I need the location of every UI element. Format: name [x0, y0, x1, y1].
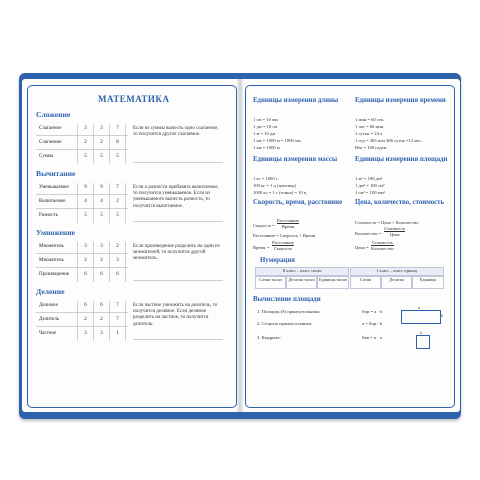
row-label: Частное — [39, 331, 57, 336]
row-value: 6 — [84, 272, 87, 277]
section-heading: Сложение — [36, 110, 71, 119]
column-divider — [125, 124, 126, 164]
rect-side-b: b — [441, 313, 444, 318]
row-divider — [36, 267, 128, 268]
time-line-3: 1 сутки = 24 ч — [355, 131, 383, 136]
row-divider — [36, 194, 128, 195]
section-heading: Деление — [36, 287, 65, 296]
column-divider — [77, 124, 78, 164]
row-label: Слагаемое — [39, 140, 62, 145]
row-value: 2 — [100, 317, 103, 322]
row-value: 6 — [100, 272, 103, 277]
row-divider — [36, 208, 128, 209]
mass-line-1: 1 кг = 1000 г — [253, 176, 278, 181]
row-value: 5 — [116, 154, 119, 159]
section-heading: Умножение — [36, 228, 76, 237]
section-heading: Вычитание — [36, 169, 76, 178]
row-divider — [36, 135, 128, 136]
row-label: Разность — [39, 213, 58, 218]
row-value: 6 — [84, 303, 87, 308]
time-line-4: 1 год = 365 или 366 суток =12 мес. — [355, 138, 423, 143]
speed-fraction: Расстояние Время — [277, 218, 299, 230]
area-item-2-formula: a = Sпр : b — [362, 321, 383, 326]
col-hundreds: Сотни — [350, 276, 381, 289]
area-line-2: 1 дм² = 100 см² — [355, 183, 385, 188]
row-value: 6 — [116, 272, 119, 277]
class-units: I класс – класс единиц — [350, 267, 444, 276]
row-value: 5 — [84, 154, 87, 159]
row-divider — [36, 149, 128, 150]
mass-line-3: 1000 кг = 1 т (тонна) = 10 ц — [253, 190, 307, 195]
class-thousands: II класс – класс тысяч — [255, 267, 349, 276]
rule-description: Если из суммы вычесть одно слагаемое, то получится другое слагаемое. — [133, 126, 219, 138]
column-divider — [125, 183, 126, 223]
row-value: 1 — [116, 331, 119, 336]
column-divider — [125, 301, 126, 341]
length-line-5: 1 км = 1000 м — [253, 145, 280, 150]
row-value: 2 — [116, 244, 119, 249]
row-value: 4 — [84, 199, 87, 204]
row-value: 4 — [100, 199, 103, 204]
row-label: Произведение — [39, 272, 70, 277]
numeration-heading: Нумерация — [260, 257, 295, 264]
row-value: 7 — [116, 185, 119, 190]
row-divider — [36, 326, 128, 327]
row-value: 8 — [116, 140, 119, 145]
time-heading: Единицы измерения времени — [355, 97, 446, 104]
cost-formula: Стоимость = Цена × Количество — [355, 220, 419, 225]
column-divider — [109, 242, 110, 282]
column-divider — [77, 183, 78, 223]
column-divider — [77, 242, 78, 282]
area-units-heading: Единицы измерения площади — [355, 156, 448, 163]
row-value: 3 — [84, 126, 87, 131]
speed-heading: Скорость, время, расстояние — [253, 199, 343, 206]
row-label: Уменьшаемое — [39, 185, 69, 190]
column-divider — [93, 124, 94, 164]
description-underline — [133, 221, 223, 222]
price-label: Цена — [355, 245, 365, 250]
row-value: 2 — [84, 140, 87, 145]
description-underline — [133, 162, 223, 163]
description-underline — [133, 339, 223, 340]
time-label: Время — [253, 245, 266, 250]
row-value: 3 — [100, 126, 103, 131]
area-item-2-label: 2. Сторона прямоугольника: — [257, 321, 313, 326]
row-divider — [36, 253, 128, 254]
row-value: 5 — [100, 154, 103, 159]
description-underline — [133, 280, 223, 281]
square-side-a: a — [420, 330, 422, 335]
quantity-fraction: Стоимость Цена — [384, 226, 406, 238]
area-calc-heading: Вычисление площади — [253, 296, 321, 303]
row-value: 2 — [84, 258, 87, 263]
page-title: МАТЕМАТИКА — [98, 94, 170, 104]
length-line-4: 1 км = 1000 м = 1000 мм — [253, 138, 301, 143]
rule-description: Если к разности прибавить вычитаемое, то получится уменьшаемое. Если из уменьшаемого вычесть разность, то получится вычитаемое. — [133, 185, 219, 209]
column-divider — [109, 301, 110, 341]
area-item-1-label: 1. Площадь (S) прямоугольника: — [257, 309, 321, 314]
row-value: 5 — [100, 213, 103, 218]
rect-side-a: a — [418, 305, 420, 310]
area-line-1: 1 м² = 100 дм² — [355, 176, 383, 181]
square-diagram — [416, 335, 430, 349]
row-value: 9 — [100, 185, 103, 190]
row-value: 7 — [116, 317, 119, 322]
column-divider — [77, 301, 78, 341]
row-label: Множитель — [39, 258, 64, 263]
row-divider — [36, 312, 128, 313]
time-fraction: Расстояние Скорость — [272, 240, 294, 252]
quantity-label: Количество — [355, 231, 378, 236]
row-value: 2 — [100, 140, 103, 145]
time-line-1: 1 мин = 60 сек. — [355, 117, 385, 122]
mass-heading: Единицы измерения массы — [253, 156, 338, 163]
length-heading: Единицы измерения длины — [253, 97, 339, 104]
row-value: 5 — [84, 213, 87, 218]
row-value: 2 — [116, 199, 119, 204]
row-value: 7 — [116, 303, 119, 308]
row-label: Множитель — [39, 244, 64, 249]
column-divider — [93, 301, 94, 341]
price-heading: Цена, количество, стоимость — [355, 199, 445, 206]
row-value: 3 — [116, 258, 119, 263]
rule-description: Если произведение разделить на один из множителей, то получится другой множитель. — [133, 244, 220, 262]
column-divider — [93, 183, 94, 223]
page-gutter — [236, 79, 244, 412]
row-label: Делитель — [39, 317, 60, 322]
row-label: Вычитаемое — [39, 199, 66, 204]
area-line-3: 1 см² = 100 мм² — [355, 190, 385, 195]
row-value: 3 — [84, 244, 87, 249]
row-value: 3 — [100, 244, 103, 249]
column-divider — [93, 242, 94, 282]
row-label: Сумма — [39, 154, 54, 159]
col-tens: Десятки — [381, 276, 412, 289]
area-item-3-formula: Sкв = a · a — [362, 335, 382, 340]
row-value: 6 — [100, 303, 103, 308]
row-value: 3 — [84, 331, 87, 336]
price-fraction: Стоимость Количество — [371, 240, 394, 252]
col-ten-thousands: Десятки тысяч — [286, 276, 317, 289]
length-line-1: 1 см = 10 мм — [253, 117, 278, 122]
rectangle-diagram — [401, 310, 444, 324]
column-divider — [125, 242, 126, 282]
rule-description: Если частное умножить на делитель, то получится делимое. Если делимое разделить на частное, то получится делитель. — [133, 303, 218, 327]
row-value: 9 — [84, 185, 87, 190]
row-label: Слагаемое — [39, 126, 62, 131]
column-divider — [109, 183, 110, 223]
col-units: Единицы — [412, 276, 444, 289]
area-item-3-label: 3. Квадрата: — [257, 335, 281, 340]
time-line-5: Век = 100 годам — [355, 145, 387, 150]
time-line-2: 1 час = 60 мин — [355, 124, 384, 129]
distance-formula: Расстояние = Скорость × Время — [253, 233, 316, 238]
row-value: 7 — [116, 126, 119, 131]
column-divider — [109, 124, 110, 164]
length-line-2: 1 дм = 10 см — [253, 124, 278, 129]
speed-label: Скорость — [253, 223, 272, 228]
length-line-3: 1 м = 10 дм — [253, 131, 276, 136]
row-value: 5 — [116, 213, 119, 218]
col-thousands: Единицы тысяч — [317, 276, 349, 289]
row-value: 2 — [100, 258, 103, 263]
row-label: Делимое — [39, 303, 58, 308]
col-hundred-thousands: Сотни тысяч — [255, 276, 286, 289]
row-value: 2 — [84, 317, 87, 322]
row-value: 3 — [100, 331, 103, 336]
area-item-1-formula: Sпр = a · b — [362, 309, 383, 314]
mass-line-2: 100 кг = 1 ц (центнер) — [253, 183, 296, 188]
